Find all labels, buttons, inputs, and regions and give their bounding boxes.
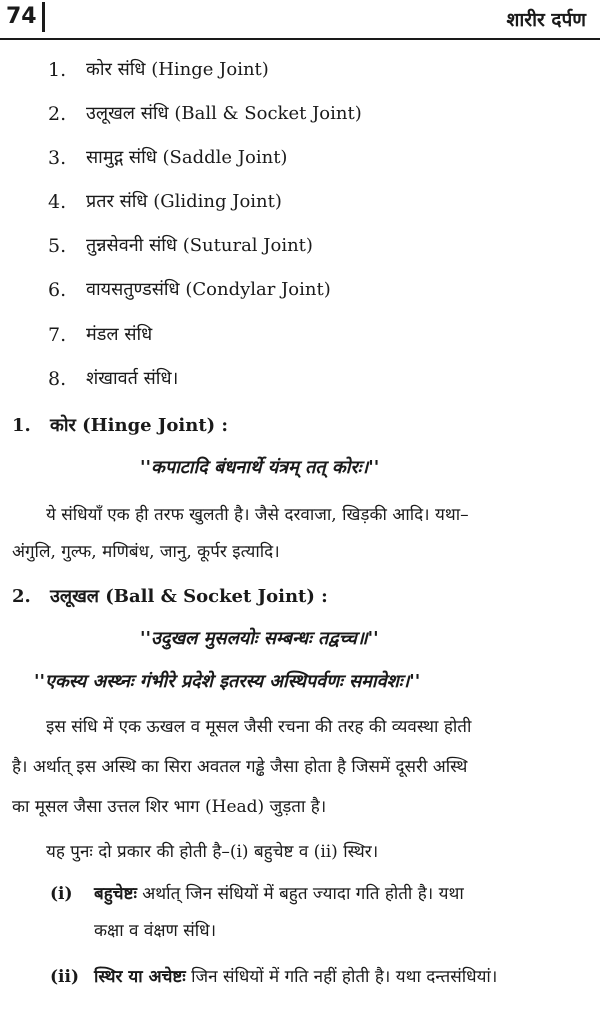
paragraph-line: यह पुनः दो प्रकार की होती है–(i) बहुचेष्ट व (ii) स्थिर। xyxy=(46,842,379,862)
list-item-number: 7. xyxy=(48,324,67,346)
list-item-text: तुन्नसेवनी संधि (Sutural Joint) xyxy=(86,235,313,256)
section-number: 2. xyxy=(12,586,31,607)
list-item-text: मंडल संधि xyxy=(86,324,153,345)
section-number: 1. xyxy=(12,415,31,436)
sub-item xyxy=(0,964,600,992)
list-item-number: 8. xyxy=(48,368,67,390)
sub-item-label: (ii) xyxy=(50,967,80,987)
paragraph-line: इस संधि में एक ऊखल व मूसल जैसी रचना की तरह की व्यवस्था होती xyxy=(46,717,472,737)
list-item xyxy=(0,101,600,129)
sub-item-label: (i) xyxy=(50,884,73,904)
page-header xyxy=(0,0,600,40)
list-item xyxy=(0,145,600,173)
list-item xyxy=(0,322,600,350)
section-heading xyxy=(0,584,600,612)
section-heading xyxy=(0,413,600,441)
sub-item-continuation: कक्षा व वंक्षण संधि। xyxy=(94,921,217,941)
page-number: 74 xyxy=(6,4,37,29)
list-item-number: 6. xyxy=(48,279,67,301)
list-item xyxy=(0,277,600,305)
running-title: शारीर दर्पण xyxy=(506,9,586,31)
sub-item-content xyxy=(94,964,497,990)
sanskrit-verse: ''उदुखल मुसलयोः सम्बन्धः तद्वच्च॥'' xyxy=(140,628,379,649)
list-item-text: वायसतुण्डसंधि (Condylar Joint) xyxy=(86,279,331,300)
sub-item-text: अर्थात् जिन संधियों में बहुत ज्यादा गति होती है। यथा xyxy=(136,884,464,904)
list-item-text: सामुद्ग संधि (Saddle Joint) xyxy=(86,147,288,168)
list-item xyxy=(0,57,600,85)
list-item-text: शंखावर्त संधि। xyxy=(86,368,179,389)
sub-item-term: स्थिर या अचेष्टः xyxy=(94,967,186,987)
sanskrit-verse: ''कपाटादि बंधनार्थे यंत्रम् तत् कोरः।'' xyxy=(140,457,380,478)
list-item xyxy=(0,189,600,217)
list-item-number: 3. xyxy=(48,147,67,169)
sub-item-text: जिन संधियों में गति नहीं होती है। यथा दन्तसंधियां। xyxy=(185,967,498,987)
sub-item-content xyxy=(94,881,464,907)
list-item-number: 1. xyxy=(48,59,67,81)
paragraph-line: का मूसल जैसा उत्तल शिर भाग (Head) जुड़ता है। xyxy=(12,797,327,817)
section-title: कोर (Hinge Joint) : xyxy=(50,415,229,436)
sub-item xyxy=(0,881,600,909)
header-rule xyxy=(0,38,600,40)
list-item xyxy=(0,233,600,261)
section-title: उलूखल (Ball & Socket Joint) : xyxy=(50,586,328,607)
paragraph-line: है। अर्थात् इस अस्थि का सिरा अवतल गड्ढे जैसा होता है जिसमें दूसरी अस्थि xyxy=(12,757,468,777)
sub-item-term: बहुचेष्टः xyxy=(94,884,137,904)
list-item-number: 5. xyxy=(48,235,67,257)
list-item-number: 4. xyxy=(48,191,67,213)
list-item-text: कोर संधि (Hinge Joint) xyxy=(86,59,269,80)
list-item-number: 2. xyxy=(48,103,67,125)
header-divider xyxy=(42,2,45,32)
list-item xyxy=(0,366,600,394)
list-item-text: उलूखल संधि (Ball & Socket Joint) xyxy=(86,103,362,124)
paragraph-line: अंगुलि, गुल्फ, मणिबंध, जानु, कूर्पर इत्यादि। xyxy=(12,542,280,562)
paragraph-line: ये संधियाँ एक ही तरफ खुलती है। जैसे दरवाजा, खिड़की आदि। यथा– xyxy=(46,505,469,525)
sanskrit-verse: ''एकस्य अस्थ्नः गंभीरे प्रदेशे इतरस्य अस्थिपर्वणः समावेशः।'' xyxy=(34,671,421,692)
list-item-text: प्रतर संधि (Gliding Joint) xyxy=(86,191,282,212)
